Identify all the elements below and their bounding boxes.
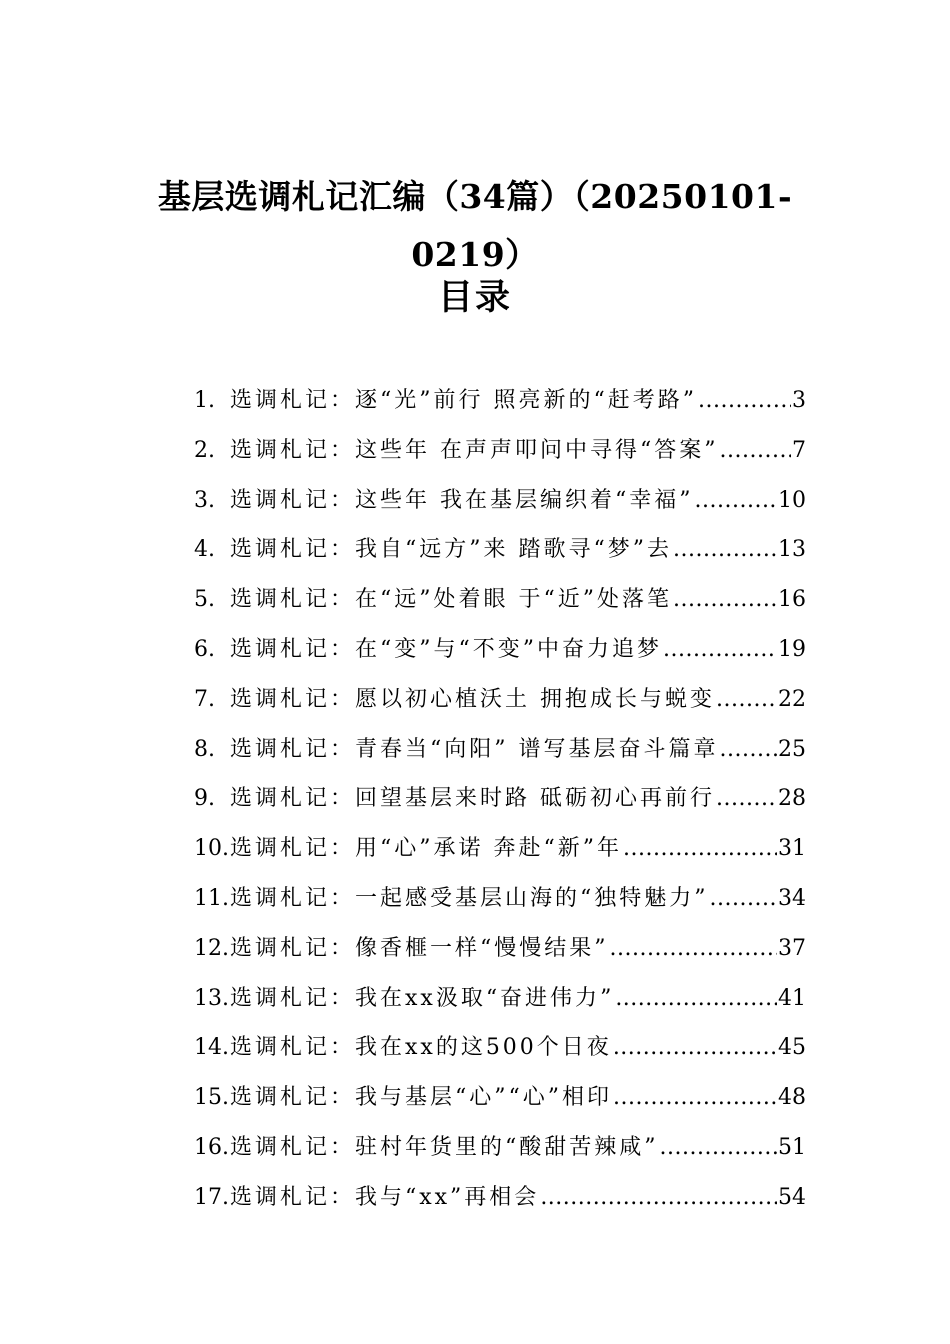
- toc-entry-number: 9.: [194, 786, 215, 812]
- toc-entry-number: 14.: [194, 1035, 229, 1061]
- toc-entry[interactable]: [194, 376, 806, 426]
- document-title-line-2: 0219）: [411, 235, 539, 274]
- toc-dot-leader: [720, 725, 778, 775]
- toc-entry-page: 37: [778, 935, 806, 961]
- toc-entry-page: 28: [778, 786, 806, 812]
- toc-entry-page: 3: [792, 388, 806, 413]
- toc-dot-leader: [615, 974, 777, 1024]
- toc-entry[interactable]: [194, 725, 806, 775]
- toc-entry-page: 22: [778, 686, 806, 712]
- toc-dot-leader: [673, 525, 777, 575]
- toc-entry-page: 45: [778, 1035, 806, 1061]
- toc-entry-number: 15.: [194, 1085, 229, 1111]
- toc-entry-title: 选调札记：在“变”与“不变”中奋力追梦: [230, 636, 662, 662]
- toc-entry-page: 31: [778, 836, 806, 862]
- toc-entry-number: 1.: [194, 388, 215, 413]
- toc-entry-title: 选调札记：这些年 在声声叩问中寻得“答案”: [230, 437, 719, 463]
- toc-entry-page: 16: [778, 587, 806, 613]
- toc-entry-page: 10: [778, 487, 806, 513]
- toc-entry-title: 选调札记：逐“光”前行 照亮新的“赶考路”: [230, 388, 697, 413]
- toc-entry-number: 10.: [194, 836, 229, 862]
- toc-entry[interactable]: [194, 1173, 806, 1223]
- toc-entry-title: 选调札记：我与基层“心”“心”相印: [230, 1085, 612, 1111]
- toc-entry[interactable]: [194, 924, 806, 974]
- toc-entry-page: 48: [778, 1085, 806, 1111]
- toc-entry-number: 8.: [194, 736, 215, 762]
- toc-entry-page: 7: [792, 437, 806, 463]
- toc-dot-leader: [613, 1023, 777, 1073]
- toc-dot-leader: [720, 426, 792, 476]
- toc-entry-title: 选调札记：我自“远方”来 踏歌寻“梦”去: [230, 537, 672, 563]
- toc-entry-number: 3.: [194, 487, 215, 513]
- toc-entry-page: 41: [778, 985, 806, 1011]
- toc-entry-number: 13.: [194, 985, 229, 1011]
- toc-entry[interactable]: [194, 675, 806, 725]
- toc-entry-page: 54: [778, 1184, 806, 1210]
- toc-entry-number: 12.: [194, 935, 229, 961]
- toc-dot-leader: [698, 376, 791, 426]
- toc-entry-number: 11.: [194, 885, 229, 911]
- toc-dot-leader: [716, 774, 777, 824]
- toc-entry-number: 16.: [194, 1134, 229, 1160]
- toc-entry[interactable]: [194, 774, 806, 824]
- document-title: [120, 168, 830, 284]
- toc-entry-title: 选调札记：回望基层来时路 砥砺初心再前行: [230, 786, 715, 812]
- toc-entry-page: 51: [778, 1134, 806, 1160]
- toc-heading: 目录: [437, 277, 512, 318]
- toc-entry-number: 4.: [194, 537, 215, 563]
- toc-dot-leader: [716, 675, 777, 725]
- toc-entry[interactable]: [194, 476, 806, 526]
- toc-entry[interactable]: [194, 1023, 806, 1073]
- toc-entry[interactable]: [194, 575, 806, 625]
- document-title-line-1: 基层选调札记汇编（34篇）（20250101-: [157, 177, 793, 216]
- toc-entry-title: 选调札记：一起感受基层山海的“独特魅力”: [230, 885, 709, 911]
- toc-dot-leader: [610, 924, 778, 974]
- toc-dot-leader: [663, 625, 777, 675]
- toc-entry-number: 5.: [194, 587, 215, 613]
- toc-entry[interactable]: [194, 625, 806, 675]
- toc-entry-title: 选调札记：青春当“向阳” 谱写基层奋斗篇章: [230, 736, 719, 762]
- toc-dot-leader: [710, 874, 778, 924]
- toc-entry-page: 13: [778, 537, 806, 563]
- toc-entry-title: 选调札记：我与“xx”再相会: [230, 1184, 540, 1210]
- toc-entry-number: 17.: [194, 1184, 229, 1210]
- toc-entry-title: 选调札记：我在xx的这500个日夜: [230, 1035, 612, 1061]
- toc-entry-page: 34: [778, 885, 806, 911]
- toc-entry[interactable]: [194, 874, 806, 924]
- toc-entry-title: 选调札记：我在xx汲取“奋进伟力”: [230, 985, 615, 1011]
- toc-entry-number: 7.: [194, 686, 215, 712]
- toc-entry[interactable]: [194, 824, 806, 874]
- toc-entry-title: 选调札记：在“远”处着眼 于“近”处落笔: [230, 587, 672, 613]
- toc-entry-number: 2.: [194, 437, 215, 463]
- table-of-contents: [194, 376, 806, 1223]
- toc-entry-title: 选调札记：驻村年货里的“酸甜苦辣咸”: [230, 1134, 659, 1160]
- toc-entry-number: 6.: [194, 636, 215, 662]
- toc-entry-page: 25: [778, 736, 806, 762]
- toc-dot-leader: [695, 476, 778, 526]
- toc-entry[interactable]: [194, 525, 806, 575]
- toc-entry-title: 选调札记：愿以初心植沃土 拥抱成长与蜕变: [230, 686, 715, 712]
- toc-dot-leader: [660, 1123, 778, 1173]
- toc-entry-title: 选调札记：用“心”承诺 奔赴“新”年: [230, 836, 622, 862]
- toc-dot-leader: [623, 824, 777, 874]
- toc-dot-leader: [613, 1073, 777, 1123]
- toc-entry[interactable]: [194, 1123, 806, 1173]
- toc-dot-leader: [673, 575, 777, 625]
- toc-entry[interactable]: [194, 1073, 806, 1123]
- toc-entry-title: 选调札记：这些年 我在基层编织着“幸福”: [230, 487, 694, 513]
- toc-entry-page: 19: [778, 636, 806, 662]
- toc-entry[interactable]: [194, 426, 806, 476]
- toc-entry[interactable]: [194, 974, 806, 1024]
- toc-entry-title: 选调札记：像香榧一样“慢慢结果”: [230, 935, 609, 961]
- toc-dot-leader: [540, 1173, 777, 1223]
